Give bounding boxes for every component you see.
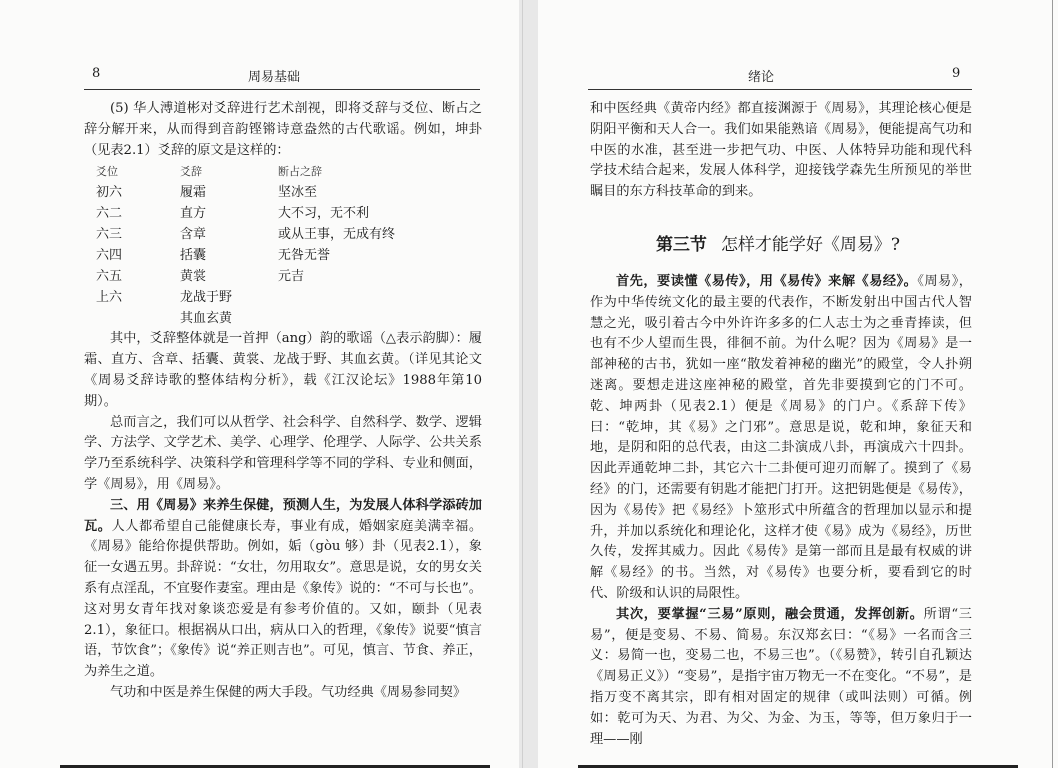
- page-number: 9: [952, 66, 961, 81]
- table-cell: 履霜: [180, 185, 207, 201]
- bold-lead: 三、用《周易》来养生保健，预测人生，为发展人体科学添砖加瓦。: [84, 497, 482, 534]
- table-row: [84, 245, 482, 266]
- table-cell: 初六: [96, 185, 123, 201]
- running-title: 绪论: [748, 70, 775, 85]
- table-cell: 含章: [180, 227, 207, 243]
- yao-table: [84, 161, 482, 329]
- table-row: [84, 224, 482, 245]
- page-number: 8: [92, 66, 101, 81]
- running-title: 周易基础: [248, 70, 301, 85]
- paragraph: (5) 华人溥道彬对爻辞进行艺术剖视，即将爻辞与爻位、断占之辞分解开来，从而得到音韵铿锵诗意盎然的古代歌谣。例如，坤卦（见表2.1）爻辞的原文是这样的：: [84, 101, 482, 158]
- table-cell: 六四: [96, 248, 123, 264]
- table-cell: 六五: [96, 269, 123, 285]
- scan-edge-line: [1052, 0, 1053, 768]
- paragraph-text: 《周易》，作为中华传统文化的最主要的代表作，不断发射出中国古代人智慧之光，吸引着古今中外许许多多的仁人志士为之垂青捧读，但也有不少人望而生畏，徘徊不前。为什么呢？因为《周易》是一部神秘的古书，犹如一座“散发着神秘的幽光”的殿堂，令人扑朔迷离。要想走进这座神秘的殿堂，首先非要摸到它的门不可。乾、坤两卦（见表2.1）便是《周易》的门户。《系辞下传》曰：“乾坤，其《易》之门邪”。意思是说，乾和坤，象征天和地，是阴和阳的总代表，由这二卦演成八卦，再演成六十四卦。因此弄通乾坤二卦，其它六十二卦便可迎刃而解了。摸到了《易经》的门，还需要有钥匙才能把门打开。这把钥匙便是《易传》，因为《易传》把《易经》卜筮形式中所蕴含的哲理加以显示和提升，并加以系统化和理论化，这样才使《易》成为《易经》，历世久传，发挥其威力。因此《易传》是第一部而且是最有权威的讲解《易经》的书。当然，对《易传》也要分析，要看到它的时代、阶级和认识的局限性。: [590, 274, 972, 601]
- paragraph: 其中，爻辞整体就是一首押（ang）韵的歌谣（△表示韵脚）：履霜、直方、含章、括囊、黄裳、龙战于野、其血玄黄。（详见其论文《周易爻辞诗歌的整体结构分析》，载《江汉论坛》1988年第10期）。: [84, 331, 482, 409]
- right-page: [538, 0, 1058, 768]
- table-cell: 坚冰至: [278, 185, 318, 201]
- table-cell: 上六: [96, 290, 123, 306]
- table-row: [84, 287, 482, 308]
- paragraph: [84, 496, 482, 683]
- table-cell: 大不习，无不利: [278, 206, 370, 222]
- table-cell: 或从王事，无成有终: [278, 227, 396, 243]
- table-row: [84, 308, 482, 329]
- section-heading: [538, 230, 1058, 255]
- table-cell: 直方: [180, 206, 207, 222]
- right-body-text: [590, 99, 972, 203]
- left-page: [0, 0, 519, 768]
- table-row: [84, 182, 482, 203]
- gutter-line: [522, 0, 523, 768]
- right-body-text-2: [590, 272, 972, 750]
- header-rule: [84, 89, 480, 90]
- paragraph: 气功和中医是养生保健的两大手段。气功经典《周易参同契》: [110, 684, 467, 700]
- paragraph: [590, 272, 972, 605]
- section-title: 怎样才能学好《周易》?: [720, 235, 901, 255]
- paragraph-text: 所谓“三易”，便是变易、不易、简易。东汉郑玄曰：“《易》一名而含三义：易简一也，变易二也，不易三也”。（《易赞》，转引自孔颖达《周易正义》）“变易”，是指宇宙万物无一不在变化。“不易”，是指万变不离其宗，即有相对固定的规律（或叫法则）可循。例如：乾可为天、为君、为父、为金、为玉，等等，但万象归于一理——刚: [590, 606, 972, 747]
- table-cell: 六二: [96, 206, 123, 222]
- table-cell: [278, 308, 482, 329]
- table-cell: 括囊: [180, 248, 207, 264]
- table-header-row: [84, 161, 482, 182]
- table-cell: [278, 287, 482, 308]
- table-cell: 其血玄黄: [180, 311, 233, 327]
- table-row: [84, 203, 482, 224]
- table-cell: 元吉: [278, 269, 305, 285]
- column-header: 断占之辞: [278, 165, 322, 179]
- paragraph: [590, 605, 972, 751]
- paragraph: 和中医经典《黄帝内经》都直接渊源于《周易》，其理论核心便是阴阳平衡和天人合一。我们如果能熟谙《周易》，便能提高气功和中医的水准，甚至进一步把气功、中医、人体特异功能和现代科学技术结合起来，发展人体科学，迎接钱学森先生所预见的举世瞩目的东方科技革命的到来。: [590, 101, 972, 200]
- left-body-text: [84, 99, 482, 704]
- column-header: 爻辞: [180, 165, 202, 179]
- section-number: 第三节: [655, 235, 707, 255]
- table-cell: 龙战于野: [180, 290, 233, 306]
- paragraph: 总而言之，我们可以从哲学、社会科学、自然科学、数学、逻辑学、方法学、文学艺术、美学、心理学、伦理学、人际学、公共关系学乃至系统科学、决策科学和管理科学等不同的学科、专业和侧面，学《周易》，用《周易》。: [84, 414, 482, 492]
- table-cell: [84, 308, 180, 329]
- bold-lead: 首先，要读懂《易传》，用《易传》来解《易经》。: [616, 274, 918, 289]
- table-cell: 六三: [96, 227, 123, 243]
- table-cell: 黄裳: [180, 269, 207, 285]
- column-header: 爻位: [96, 165, 118, 179]
- bold-lead: 其次，要掌握“三易”原则，融会贯通，发挥创新。: [616, 606, 924, 622]
- paragraph-text: 人人都希望自己能健康长寿，事业有成，婚姻家庭美满幸福。《周易》能给你提供帮助。例如，姤（gòu 够）卦（见表2.1），象征一女遇五男。卦辞说：“女壮，勿用取女”。意思是说，女的男女关系有点淫乱，不宜娶作妻室。理由是《象传》说的：“不可与长也”。这对男女青年找对象谈恋爱是有参考价值的。又如，颐卦（见表2.1），象征口。根据祸从口出，病从口入的哲理，《象传》说要“慎言语，节饮食”；《象传》说“养正则吉也”。可见，慎言、节食、养正，为养生之道。: [84, 518, 483, 680]
- header-rule: [588, 89, 972, 90]
- table-row: [84, 266, 482, 287]
- table-cell: 无咎无誉: [278, 248, 331, 264]
